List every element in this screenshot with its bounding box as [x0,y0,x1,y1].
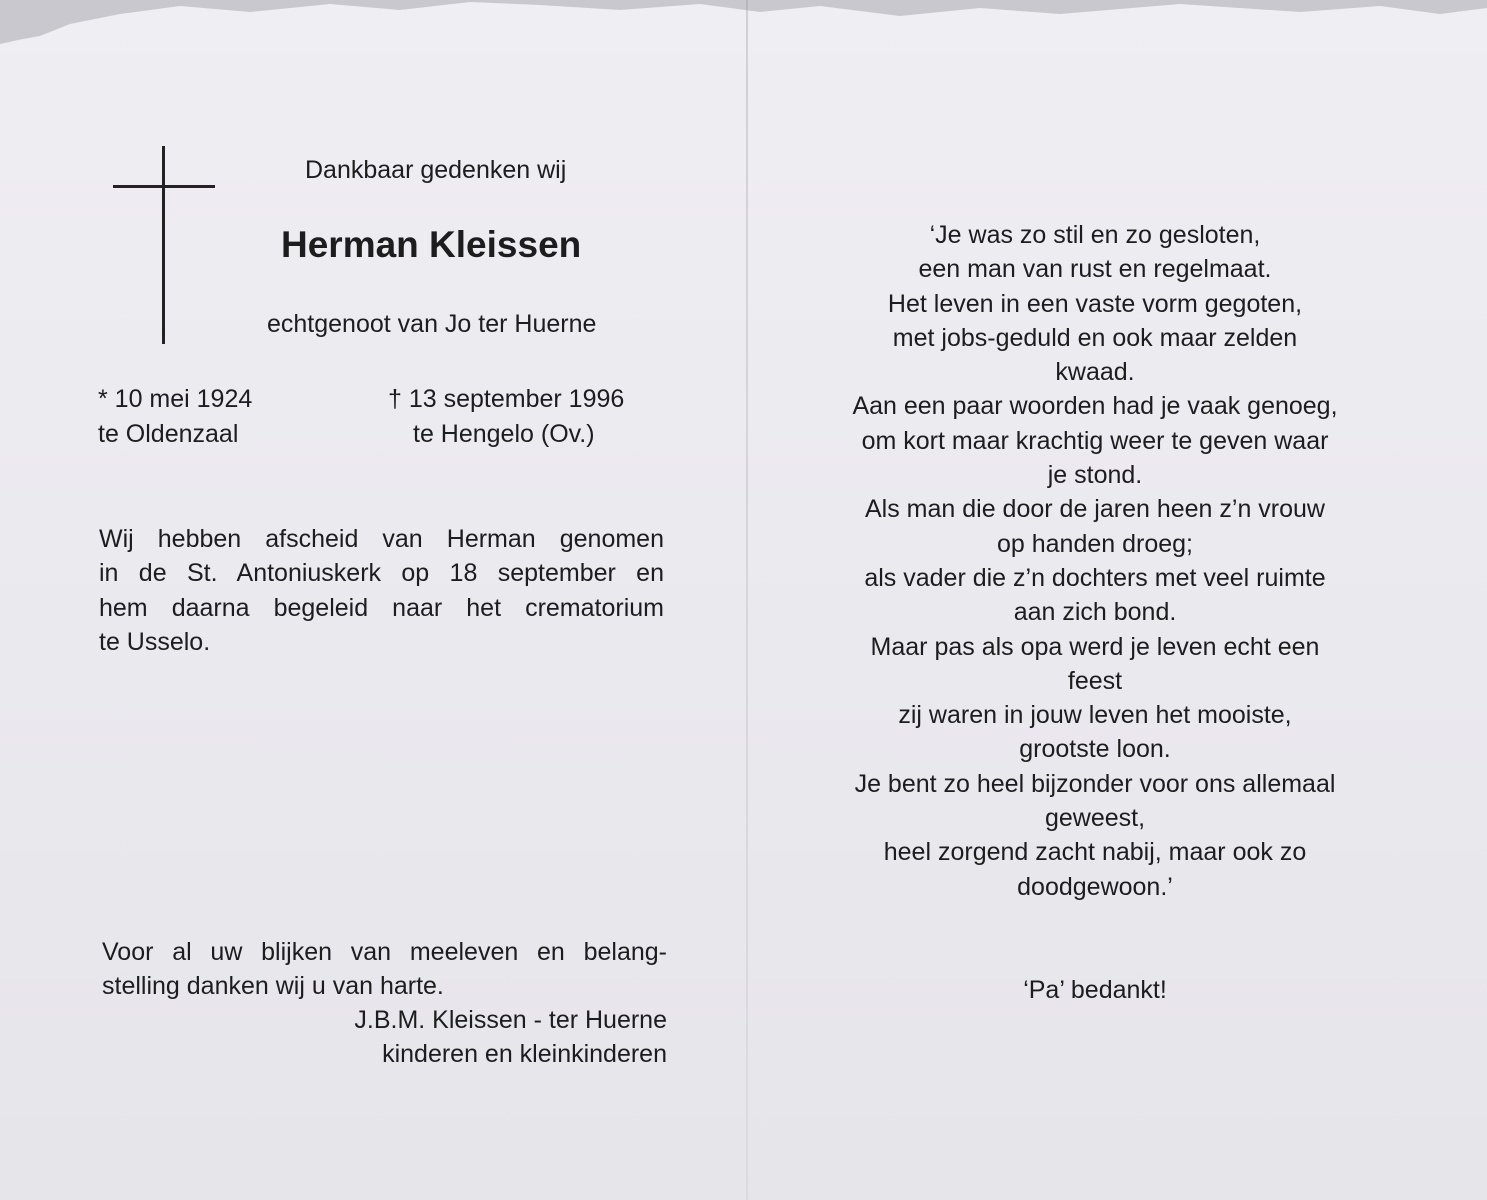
poem-line: feest [1067,666,1123,695]
poem-line: Je bent zo heel bijzonder voor ons allemaal [854,769,1336,798]
thanks-line: stelling danken wij u van harte. [102,972,444,1000]
poem-line: als vader die z’n dochters met veel ruimte [864,563,1326,592]
signature-line: kinderen en kleinkinderen [382,1040,667,1068]
poem [795,218,1395,904]
poem-line: ‘Je was zo stil en zo gesloten, [929,221,1261,249]
farewell-line: Wij hebben afscheid van Herman genomen [99,525,664,553]
farewell-paragraph [99,522,664,659]
poem-line: Het leven in een vaste vorm gegoten, [887,289,1303,318]
poem-line: op handen droeg; [996,529,1193,558]
poem-line: kwaad. [1055,358,1135,387]
poem-line: geweest, [1044,804,1146,833]
poem-line: om kort maar krachtig weer te geven waar [861,426,1329,455]
poem-line: Aan een paar woorden had je vaak genoeg, [852,392,1338,421]
thanks-paragraph [102,935,667,1071]
closing-text: ‘Pa’ bedankt! [1023,976,1167,1004]
poem-line: Maar pas als opa werd je leven echt een [870,632,1320,661]
poem-line: zij waren in jouw leven het mooiste, [898,701,1292,730]
poem-line: aan zich bond. [1013,598,1177,627]
death-date: † 13 september 1996 [388,385,625,413]
death-place: te Hengelo (Ov.) [413,420,595,448]
poem-line: doodgewoon.’ [1017,872,1173,901]
farewell-line: in de St. Antoniuskerk op 18 september en [99,559,664,588]
signature-line: J.B.M. Kleissen - ter Huerne [354,1006,667,1034]
poem-line: je stond. [1047,461,1143,490]
birth-date: * 10 mei 1924 [98,385,253,413]
poem-line: grootste loon. [1019,735,1171,764]
spouse-text: echtgenoot van Jo ter Huerne [267,310,597,338]
poem-line: een man van rust en regelmaat. [918,255,1272,284]
intro-text: Dankbaar gedenken wij [305,156,567,184]
poem-line: Als man die door de jaren heen z’n vrouw [865,495,1325,524]
farewell-line: te Usselo. [99,627,211,656]
farewell-line: hem daarna begeleid naar het crematorium [99,593,664,622]
deceased-name: Herman Kleissen [281,224,582,265]
thanks-line: Voor al uw blijken van meeleven en belang- [102,938,667,966]
poem-line: heel zorgend zacht nabij, maar ook zo [883,838,1307,867]
birth-place: te Oldenzaal [98,420,239,448]
poem-line: met jobs-geduld en ook maar zelden [892,323,1298,352]
